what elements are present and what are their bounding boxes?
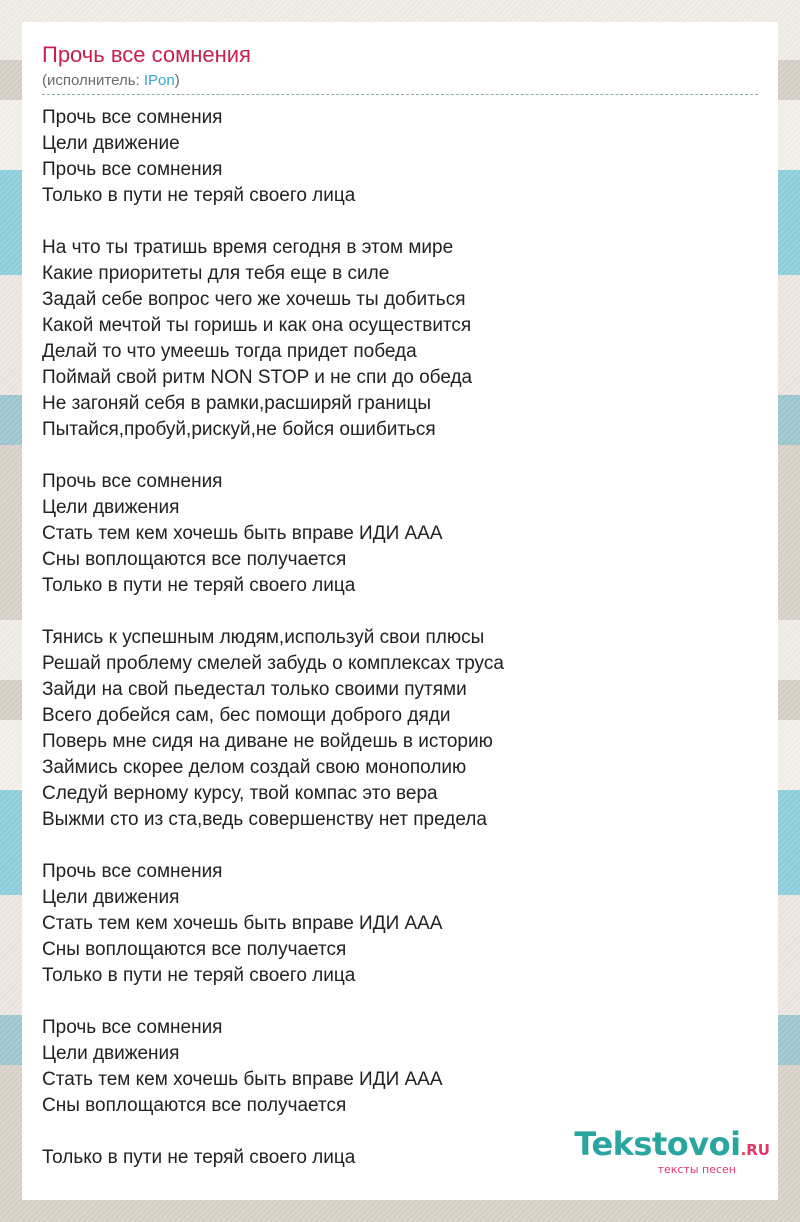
logo-tagline: тексты песен — [657, 1163, 736, 1176]
lyrics-line: Выжми сто из ста,ведь совершенству нет предела — [42, 809, 487, 830]
lyrics-line: Прочь все сомнения — [42, 471, 223, 492]
lyrics-line: Делай то что умеешь тогда придет победа — [42, 341, 417, 362]
lyrics-line: Зайди на свой пьедестал только своими путями — [42, 679, 467, 700]
lyrics-line: Прочь все сомнения — [42, 861, 223, 882]
lyrics-line: Какой мечтой ты горишь и как она осуществится — [42, 315, 472, 336]
lyrics-line: Цели движения — [42, 1043, 180, 1064]
lyrics-line: Задай себе вопрос чего же хочешь ты добиться — [42, 289, 466, 310]
lyrics-line: Стать тем кем хочешь быть вправе ИДИ ААА — [42, 523, 443, 544]
lyrics-line: На что ты тратишь время сегодня в этом мире — [42, 237, 454, 258]
lyrics-line: Сны воплощаются все получается — [42, 1095, 347, 1116]
lyrics-line: Только в пути не теряй своего лица — [42, 575, 356, 596]
lyrics-stanza — [42, 625, 758, 833]
lyrics-line: Цели движения — [42, 497, 180, 518]
lyrics-line: Не загоняй себя в рамки,расширяй границы — [42, 393, 431, 414]
lyrics-line: Следуй верному курсу, твой компас это вера — [42, 783, 438, 804]
logo-name: Tekstovoi — [574, 1125, 741, 1163]
artist-link[interactable]: IPon — [143, 72, 175, 89]
lyrics-text — [42, 105, 758, 1171]
lyrics-line: Пытайся,пробуй,рискуй,не бойся ошибиться — [42, 419, 436, 440]
lyrics-stanza — [42, 469, 758, 599]
lyrics-line: Какие приоритеты для тебя еще в силе — [42, 263, 390, 284]
lyrics-line: Всего добейся сам, бес помощи доброго дяди — [42, 705, 451, 726]
lyrics-line: Поймай свой ритм NON STOP и не спи до обеда — [42, 367, 473, 388]
lyrics-line: Займись скорее делом создай свою монополию — [42, 757, 467, 778]
lyrics-line: Решай проблему смелей забудь о комплексах труса — [42, 653, 504, 674]
logo-wordmark — [574, 1125, 770, 1166]
song-title: Прочь все сомнения — [42, 42, 251, 67]
lyrics-line: Поверь мне сидя на диване не войдешь в историю — [42, 731, 493, 752]
lyrics-line: Только в пути не теряй своего лица — [42, 1147, 356, 1168]
lyrics-card — [22, 22, 778, 1200]
lyrics-line: Только в пути не теряй своего лица — [42, 965, 356, 986]
lyrics-line: Сны воплощаются все получается — [42, 939, 347, 960]
lyrics-line: Цели движение — [42, 133, 180, 154]
lyrics-stanza — [42, 859, 758, 989]
lyrics-line: Цели движения — [42, 887, 180, 908]
lyrics-line: Прочь все сомнения — [42, 1017, 223, 1038]
artist-prefix: (исполнитель: — [42, 72, 144, 89]
site-logo[interactable] — [574, 1125, 770, 1176]
lyrics-stanza — [42, 235, 758, 443]
lyrics-stanza — [42, 105, 758, 209]
lyrics-line: Прочь все сомнения — [42, 107, 223, 128]
lyrics-line: Стать тем кем хочешь быть вправе ИДИ ААА — [42, 913, 443, 934]
lyrics-stanza — [42, 1015, 758, 1119]
lyrics-line: Сны воплощаются все получается — [42, 549, 347, 570]
logo-tld: .RU — [740, 1141, 770, 1159]
lyrics-line: Стать тем кем хочешь быть вправе ИДИ ААА — [42, 1069, 443, 1090]
lyrics-line: Тянись к успешным людям,используй свои плюсы — [42, 627, 485, 648]
artist-suffix: ) — [174, 72, 180, 89]
lyrics-line: Прочь все сомнения — [42, 159, 223, 180]
lyrics-line: Только в пути не теряй своего лица — [42, 185, 356, 206]
artist-line — [42, 72, 758, 95]
